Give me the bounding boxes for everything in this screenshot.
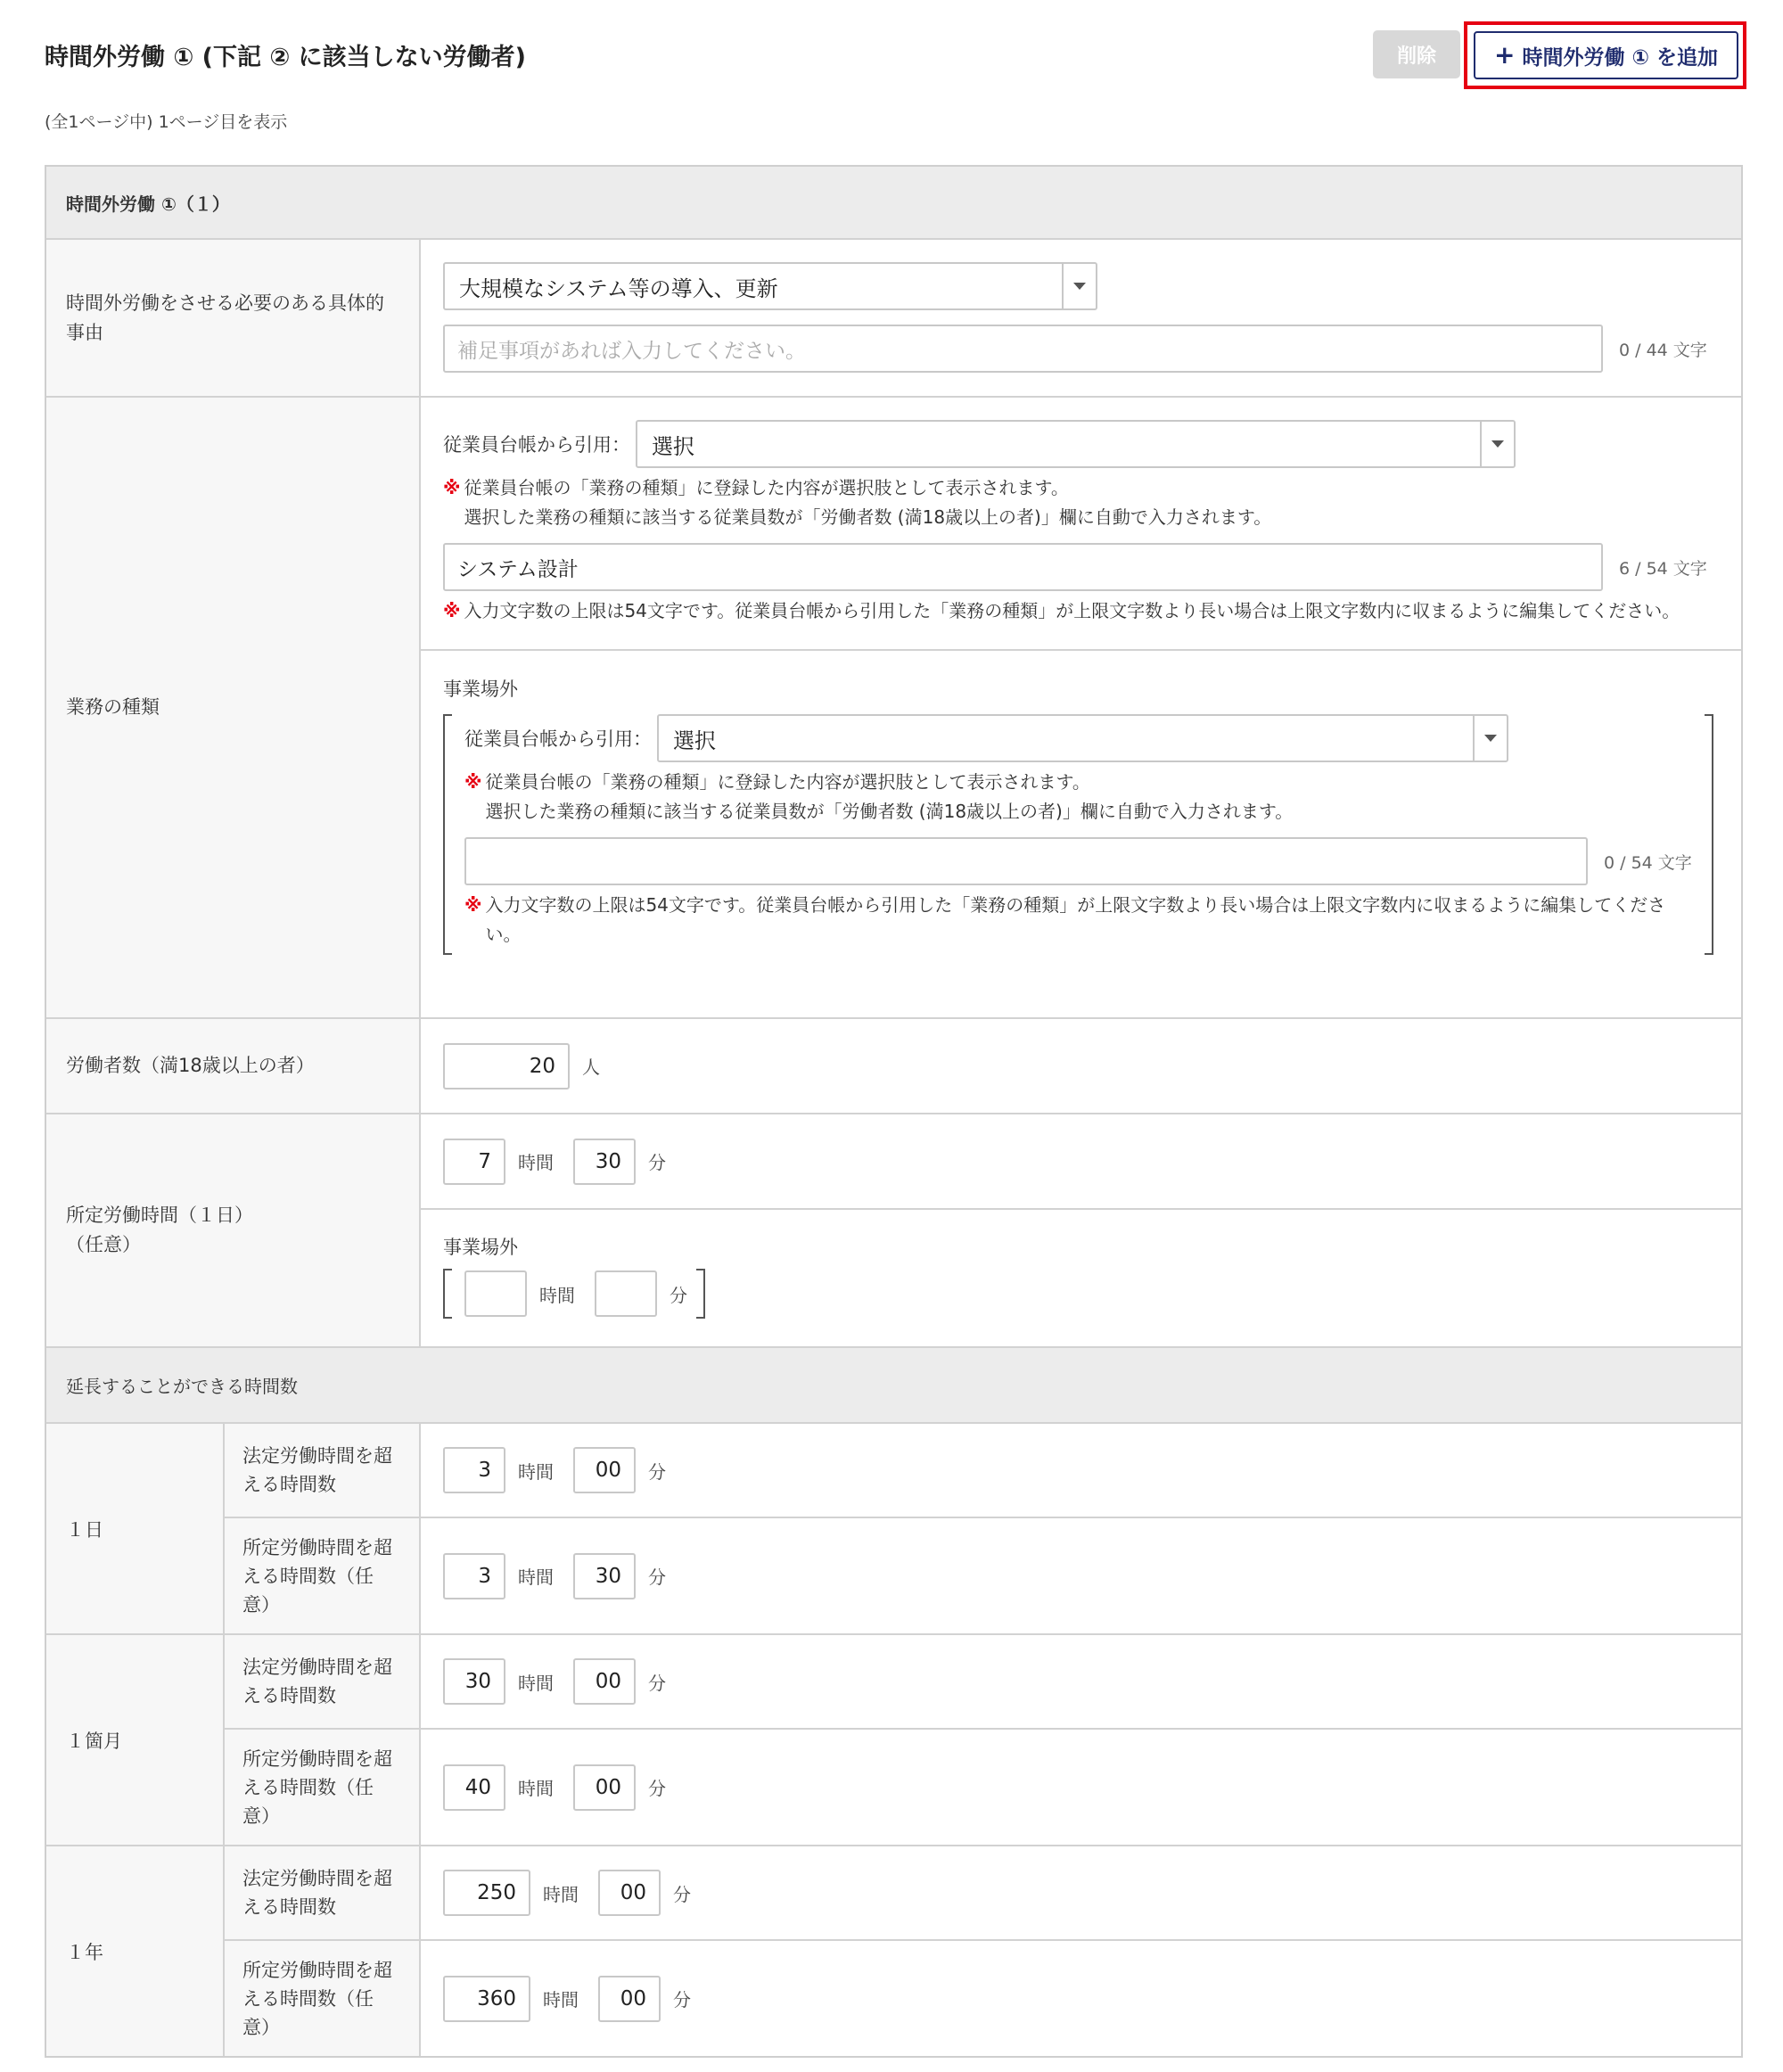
year-label: １年 <box>46 1846 225 2056</box>
year-group <box>225 1846 1741 2056</box>
year-scheduled-minutes-input[interactable]: 00 <box>598 1976 661 2022</box>
month-legal-hours-input[interactable]: 30 <box>443 1658 505 1705</box>
day-scheduled-minutes-input[interactable]: 30 <box>573 1553 636 1599</box>
extension-title: 延長することができる時間数 <box>46 1348 1741 1422</box>
legal-label: 法定労働時間を超える時間数 <box>225 1635 421 1728</box>
page-title: 時間外労働 ① (下記 ② に該当しない労働者) <box>45 44 526 71</box>
hour-unit: 時間 <box>539 1284 575 1306</box>
section-title: 時間外労働 ①（１） <box>46 167 1741 238</box>
scheduled-offsite-title: 事業場外 <box>443 1237 518 1258</box>
offsite-note1-line1: 従業員台帳の「業務の種類」に登録した内容が選択肢として表示されます。 <box>485 771 1090 793</box>
scheduled-label-line2: （任意） <box>66 1234 141 1255</box>
add-overtime-label: 時間外労働 ① を追加 <box>1522 45 1718 70</box>
work-type-select[interactable] <box>636 420 1516 468</box>
day-group <box>225 1424 1741 1633</box>
reason-select-value: 大規模なシステム等の導入、更新 <box>459 275 778 301</box>
year-legal-hours-input[interactable]: 250 <box>443 1870 530 1916</box>
year-scheduled-row <box>225 1939 1741 2056</box>
month-group <box>225 1635 1741 1845</box>
section-header-row <box>46 167 1741 240</box>
day-legal-content <box>421 1424 1741 1517</box>
reason-label: 時間外労働をさせる必要のある具体的事由 <box>46 240 421 396</box>
month-scheduled-content <box>421 1730 1741 1845</box>
note1-line1: 従業員台帳の「業務の種類」に登録した内容が選択肢として表示されます。 <box>464 477 1069 498</box>
offsite-note1 <box>464 768 1692 826</box>
year-scheduled-content <box>421 1941 1741 2056</box>
offsite-work-type-input[interactable] <box>464 837 1588 885</box>
minute-unit: 分 <box>648 1460 666 1483</box>
minute-unit: 分 <box>648 1778 666 1799</box>
day-scheduled-hours-input[interactable]: 3 <box>443 1553 505 1599</box>
note-mark: ※ <box>464 771 482 793</box>
offsite-work-type-select[interactable] <box>657 714 1508 762</box>
reason-content <box>421 240 1741 396</box>
scheduled-minutes-input[interactable]: 30 <box>573 1139 636 1185</box>
minute-unit: 分 <box>670 1284 687 1306</box>
delete-button[interactable]: 削除 <box>1373 30 1460 78</box>
add-overtime-button[interactable] <box>1474 31 1738 79</box>
scheduled-offsite <box>421 1208 1741 1346</box>
reason-counter: 0 / 44 文字 <box>1619 340 1707 360</box>
scheduled-row <box>46 1114 1741 1348</box>
month-scheduled-hours-input[interactable]: 40 <box>443 1764 505 1811</box>
offsite-note1-line2: 選択した業務の種類に該当する従業員数が「労働者数 (満18歳以上の者)」欄に自動で入力されます。 <box>485 801 1294 822</box>
offsite-select-value: 選択 <box>673 728 716 753</box>
work-type-main <box>421 398 1741 649</box>
workers-label: 労働者数（満18歳以上の者） <box>46 1019 421 1113</box>
day-scheduled-row <box>225 1517 1741 1633</box>
year-scheduled-hours-input[interactable]: 360 <box>443 1976 530 2022</box>
work-type-quote-line <box>443 420 1719 468</box>
offsite-title: 事業場外 <box>443 678 518 700</box>
work-type-select-value: 選択 <box>652 433 694 459</box>
hour-unit: 時間 <box>518 1152 554 1173</box>
scheduled-label-line1: 所定労働時間（１日） <box>66 1205 253 1226</box>
workers-unit: 人 <box>582 1057 600 1078</box>
chevron-down-icon[interactable] <box>1480 422 1514 466</box>
note2-text: 入力文字数の上限は54文字です。従業員台帳から引用した「業務の種類」が上限文字数より長い場合は上限文字数内に収まるように編集してください。 <box>464 600 1680 621</box>
day-legal-row <box>225 1424 1741 1517</box>
month-label: １箇月 <box>46 1635 225 1845</box>
offsite-minutes-input[interactable] <box>595 1270 657 1317</box>
month-legal-minutes-input[interactable]: 00 <box>573 1658 636 1705</box>
reason-text-line <box>443 325 1719 373</box>
note-mark: ※ <box>443 477 461 498</box>
workers-row <box>46 1019 1741 1114</box>
work-type-input[interactable] <box>443 543 1603 591</box>
chevron-down-icon[interactable] <box>1473 716 1507 761</box>
day-legal-hours-input[interactable]: 3 <box>443 1447 505 1493</box>
legal-label: 法定労働時間を超える時間数 <box>225 1424 421 1517</box>
offsite-note2-text: 入力文字数の上限は54文字です。従業員台帳から引用した「業務の種類」が上限文字数より長い場合は上限文字数内に収まるように編集してください。 <box>485 894 1666 945</box>
hour-unit: 時間 <box>543 1989 579 2010</box>
hour-unit: 時間 <box>518 1566 554 1588</box>
offsite-counter: 0 / 54 文字 <box>1604 852 1692 873</box>
day-scheduled-content <box>421 1518 1741 1633</box>
offsite-hours-input[interactable] <box>464 1270 527 1317</box>
reason-supplement-input[interactable] <box>443 325 1603 373</box>
scheduled-main <box>421 1114 1741 1208</box>
reason-select[interactable] <box>443 262 1097 310</box>
legal-label: 法定労働時間を超える時間数 <box>225 1846 421 1939</box>
offsite-quote-label: 従業員台帳から引用： <box>464 728 652 750</box>
day-label: １日 <box>46 1424 225 1633</box>
work-type-input-value: システム設計 <box>457 557 579 581</box>
year-legal-content <box>421 1846 1741 1939</box>
offsite-bracket <box>443 714 1713 955</box>
day-legal-minutes-input[interactable]: 00 <box>573 1447 636 1493</box>
minute-unit: 分 <box>673 1989 691 2010</box>
scheduled-over-label: 所定労働時間を超える時間数（任意） <box>225 1518 421 1633</box>
year-legal-minutes-input[interactable]: 00 <box>598 1870 661 1916</box>
page-header <box>45 27 1743 82</box>
note1-line2: 選択した業務の種類に該当する従業員数が「労働者数 (満18歳以上の者)」欄に自動で入力されます。 <box>464 506 1272 528</box>
extension-header-row <box>46 1348 1741 1424</box>
minute-unit: 分 <box>648 1152 666 1173</box>
reason-row <box>46 240 1741 398</box>
work-type-counter: 6 / 54 文字 <box>1619 558 1707 579</box>
work-type-content <box>421 398 1741 1017</box>
work-type-text-line <box>443 543 1719 591</box>
quote-label: 従業員台帳から引用： <box>443 434 630 456</box>
plus-icon: + <box>1494 40 1516 70</box>
offsite-text-line <box>464 837 1692 885</box>
scheduled-time-line <box>443 1139 686 1185</box>
work-type-label: 業務の種類 <box>46 398 421 1017</box>
workers-line <box>443 1043 1741 1089</box>
note-mark: ※ <box>464 894 482 916</box>
hour-unit: 時間 <box>518 1460 554 1483</box>
work-type-note2 <box>443 596 1719 626</box>
year-legal-row <box>225 1846 1741 1939</box>
month-legal-content <box>421 1635 1741 1728</box>
scheduled-offsite-bracket <box>443 1269 705 1319</box>
offsite-note2 <box>464 891 1692 950</box>
hour-unit: 時間 <box>518 1778 554 1799</box>
extension-day-row <box>46 1424 1741 1635</box>
work-type-row <box>46 398 1741 1019</box>
workers-content <box>421 1019 1741 1113</box>
reason-placeholder: 補足事項があれば入力してください。 <box>457 339 806 363</box>
workers-input[interactable]: 20 <box>443 1043 570 1089</box>
minute-unit: 分 <box>648 1672 666 1694</box>
scheduled-label <box>46 1114 421 1346</box>
note-mark: ※ <box>443 600 461 621</box>
work-type-note1 <box>443 473 1719 532</box>
month-scheduled-row <box>225 1728 1741 1845</box>
work-type-offsite <box>421 649 1741 976</box>
overtime-form <box>45 165 1743 2058</box>
minute-unit: 分 <box>673 1883 691 1905</box>
scheduled-over-label: 所定労働時間を超える時間数（任意） <box>225 1730 421 1845</box>
scheduled-over-label: 所定労働時間を超える時間数（任意） <box>225 1941 421 2056</box>
extension-year-row <box>46 1846 1741 2056</box>
page-info: (全1ページ中) 1ページ目を表示 <box>45 112 288 132</box>
chevron-down-icon[interactable] <box>1062 264 1096 308</box>
offsite-quote-line <box>464 714 1692 762</box>
scheduled-content <box>421 1114 1741 1346</box>
hour-unit: 時間 <box>518 1672 554 1694</box>
scheduled-hours-input[interactable]: 7 <box>443 1139 505 1185</box>
month-legal-row <box>225 1635 1741 1728</box>
month-scheduled-minutes-input[interactable]: 00 <box>573 1764 636 1811</box>
extension-month-row <box>46 1635 1741 1846</box>
minute-unit: 分 <box>648 1566 666 1588</box>
hour-unit: 時間 <box>543 1883 579 1905</box>
